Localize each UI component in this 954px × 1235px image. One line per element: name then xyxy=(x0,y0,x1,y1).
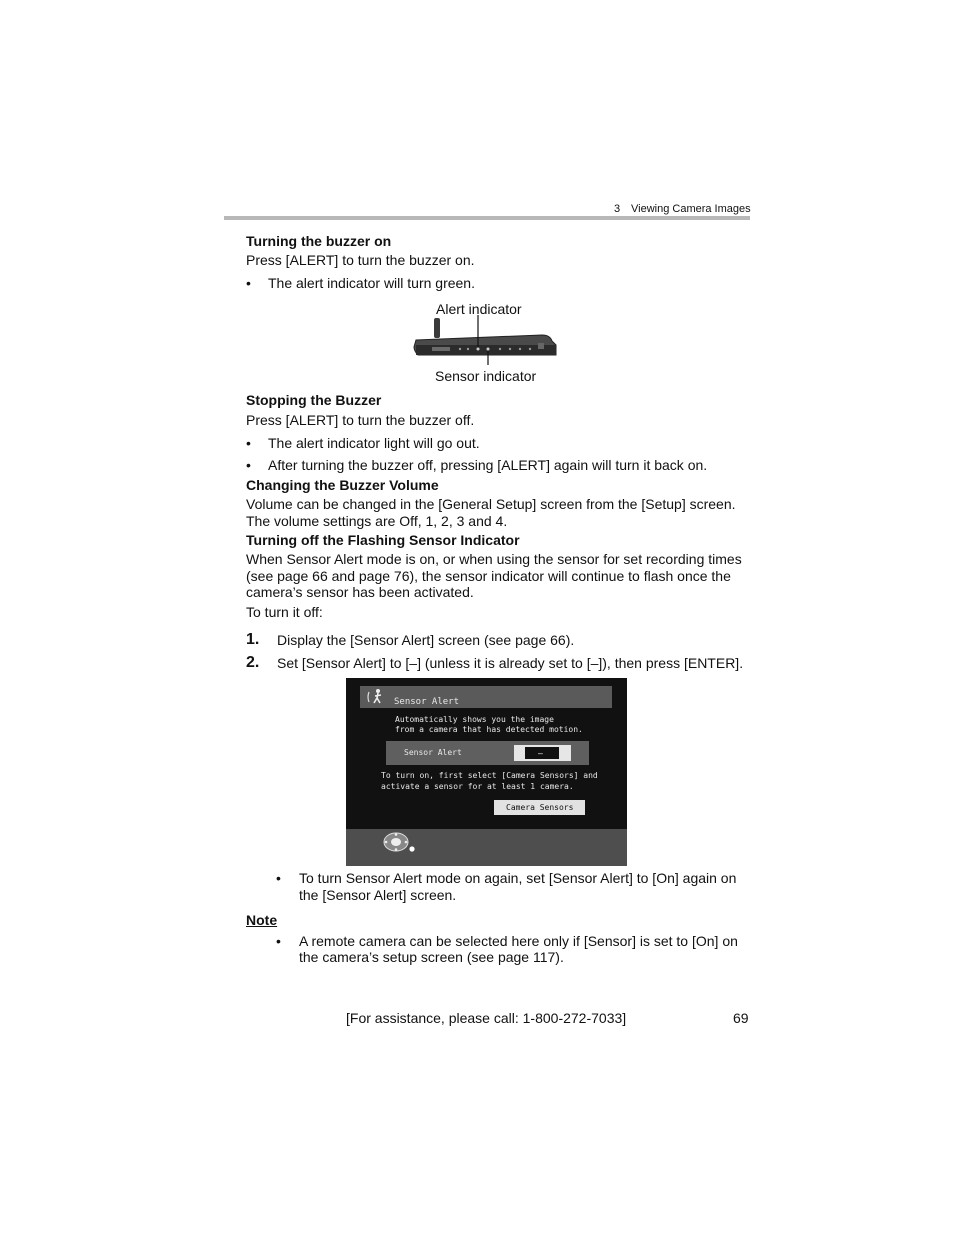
screen-info-line-1: To turn on, first select [Camera Sensors] and xyxy=(381,771,598,780)
sensor-alert-value: – xyxy=(538,749,543,758)
step-text: Display the [Sensor Alert] screen (see page 66). xyxy=(277,632,575,648)
text-stopping-buzzer: Press [ALERT] to turn the buzzer off. xyxy=(246,412,475,428)
bullet-mark: • xyxy=(276,933,281,949)
chapter-title: Viewing Camera Images xyxy=(631,203,751,215)
heading-flashing-indicator: Turning off the Flashing Sensor Indicator xyxy=(246,532,520,548)
note-line-2: the camera’s setup screen (see page 117). xyxy=(299,949,564,965)
text-flashing-line-3: camera’s sensor has been activated. xyxy=(246,584,474,600)
sensor-alert-field-label: Sensor Alert xyxy=(404,748,462,757)
note-heading: Note xyxy=(246,912,278,928)
bullet-mark: • xyxy=(246,457,251,473)
bullet-turn-on-again-line-2: the [Sensor Alert] screen. xyxy=(299,887,457,903)
bullet-mark: • xyxy=(246,435,251,451)
camera-base-unit-illustration xyxy=(410,315,562,367)
screen-desc-line-2: from a camera that has detected motion. xyxy=(395,725,583,734)
bullet-alert-again: After turning the buzzer off, pressing [ALERT] again will turn it back on. xyxy=(268,457,708,473)
heading-buzzer-on: Turning the buzzer on xyxy=(246,233,392,249)
bullet-mark: • xyxy=(246,275,251,291)
text-flashing-line-1: When Sensor Alert mode is on, or when using the sensor for set recording times xyxy=(246,551,742,567)
heading-stopping-buzzer: Stopping the Buzzer xyxy=(246,392,382,408)
note-line-1: A remote camera can be selected here only if [Sensor] is set to [On] on xyxy=(299,933,738,949)
chapter-number: 3 xyxy=(614,203,621,215)
alert-indicator-label: Alert indicator xyxy=(436,301,522,317)
walking-person-icon xyxy=(366,688,386,706)
header-rule xyxy=(224,216,750,220)
bullet-buzzer-on: The alert indicator will turn green. xyxy=(268,275,475,291)
heading-buzzer-volume: Changing the Buzzer Volume xyxy=(246,477,439,493)
step-text: Set [Sensor Alert] to [–] (unless it is already set to [–]), then press [ENTER]. xyxy=(277,655,744,671)
screen-title: Sensor Alert xyxy=(394,697,460,707)
text-volume-line-1: Volume can be changed in the [General Setup] screen from the [Setup] screen. xyxy=(246,496,736,512)
sensor-alert-value-box[interactable] xyxy=(514,745,571,761)
text-flashing-line-2: (see page 66 and page 76), the sensor indicator will continue to flash once the xyxy=(246,568,731,584)
screen-desc-line-1: Automatically shows you the image xyxy=(395,715,554,724)
text-volume-line-2: The volume settings are Off, 1, 2, 3 and 4. xyxy=(246,513,508,529)
page-number: 69 xyxy=(733,1010,749,1026)
bullet-turn-on-again-line-1: To turn Sensor Alert mode on again, set [Sensor Alert] to [On] again on xyxy=(299,870,737,886)
sensor-alert-screen xyxy=(346,678,627,866)
bullet-alert-out: The alert indicator light will go out. xyxy=(268,435,480,451)
sensor-indicator-label: Sensor indicator xyxy=(435,368,537,384)
camera-sensors-button-label: Camera Sensors xyxy=(506,803,574,812)
text-buzzer-on: Press [ALERT] to turn the buzzer on. xyxy=(246,252,475,268)
footer-assistance: [For assistance, please call: 1-800-272-7033] xyxy=(346,1010,627,1026)
text-to-turn-off: To turn it off: xyxy=(246,604,323,620)
step-number: 1. xyxy=(246,631,260,648)
bullet-mark: • xyxy=(276,870,281,886)
camera-sensors-button[interactable] xyxy=(494,800,585,815)
screen-info-line-2: activate a sensor for at least 1 camera. xyxy=(381,782,574,791)
step-number: 2. xyxy=(246,654,260,671)
remote-control-icon xyxy=(382,832,418,854)
